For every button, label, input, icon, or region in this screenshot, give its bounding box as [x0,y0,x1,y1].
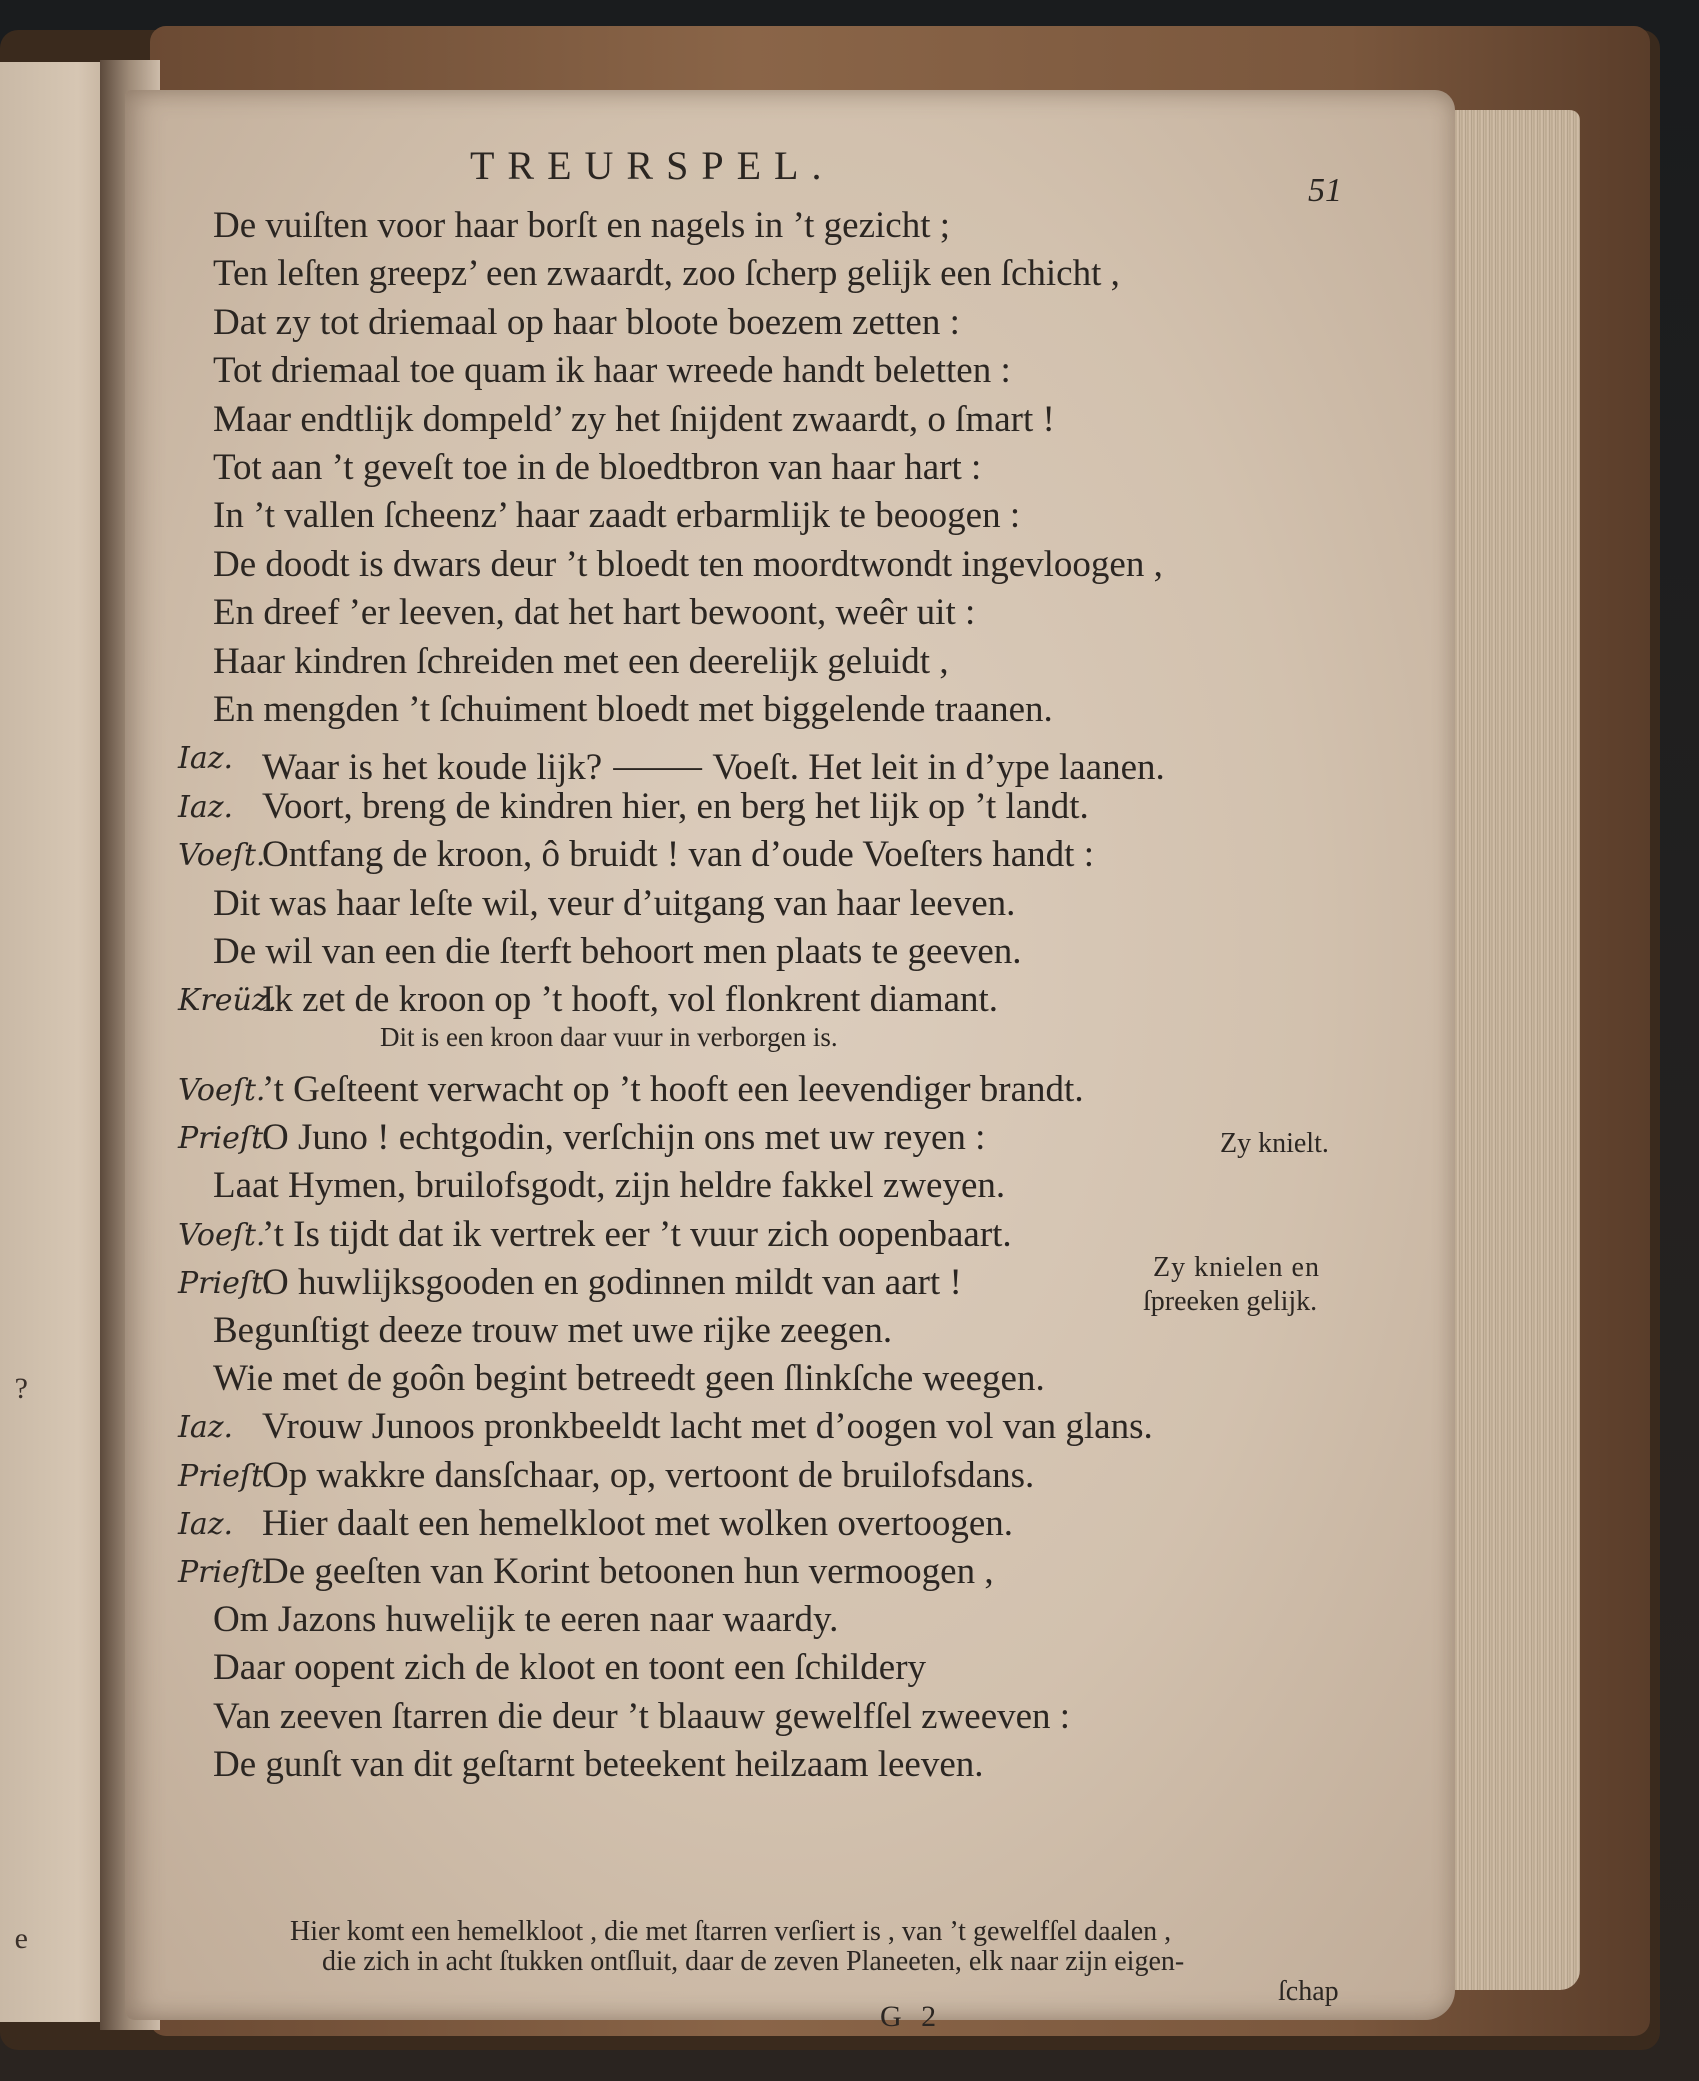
verse-line: Om Jazons huwelijk te eeren naar waardy. [213,1599,839,1641]
verse-line: Haar kindren ſchreiden met een deerelijk geluidt , [213,640,949,682]
verse-line: Dit was haar leſte wil, veur d’uitgang van haar leeven. [213,882,1016,924]
verse-line: Op wakkre dansſchaar, op, vertoont de bruilofsdans. [262,1454,1035,1496]
speaker-label: Iaz. [178,1410,234,1446]
stage-direction-footer: die zich in acht ſtukken ontſluit, daar de zeven Planeeten, elk naar zijn eigen- [322,1946,1185,1977]
speaker-label: Iaz. [178,789,234,825]
verse-line: Hier daalt een hemelkloot met wolken overtoogen. [262,1502,1014,1544]
speaker-label: Voeſt. [178,1217,266,1253]
verse-line: O huwlijksgooden en godinnen mildt van aart ! [262,1261,962,1303]
verse-line: Waar is het koude lijk? ⸻ Voeſt. Het leit in d’ype laanen. [262,747,1165,789]
speaker-label: Iaz. [178,1506,234,1542]
verse-line: De vuiſten voor haar borſt en nagels in ’t gezicht ; [213,205,951,246]
left-page-fragment: ? [14,1372,28,1405]
verse-line: De wil van een die ſterft behoort men plaats te geeven. [213,931,1022,972]
verse-line: Tot driemaal toe quam ik haar wreede handt beletten : [213,350,1011,392]
speaker-label: Voeſt. [178,838,266,874]
margin-note: Zy knielt. [1220,1128,1329,1159]
verse-line: Ten leſten greepz’ een zwaardt, zoo ſcherp gelijk een ſchicht , [213,253,1120,295]
verse-line: Begunſtigt deeze trouw met uwe rijke zeegen. [213,1310,893,1351]
verse-line: O Juno ! echtgodin, verſchijn ons met uw reyen : [262,1117,986,1159]
speaker-label: Prieſt. [178,1121,273,1157]
verse-line: De doodt is dwars deur ’t bloedt ten moordtwondt ingevloogen , [213,543,1163,585]
verse-line: Tot aan ’t geveſt toe in de bloedtbron van haar hart : [213,447,982,488]
verse-line: Voort, breng de kindren hier, en berg het lijk op ’t landt. [262,785,1089,827]
verse-line: Van zeeven ſtarren die deur ’t blaauw gewelfſel zweeven : [213,1695,1071,1737]
speaker-label: Iaz. [178,741,234,777]
verse-line: De gunſt van dit geſtarnt beteekent heilzaam leeven. [213,1743,984,1785]
verse-line: Ontfang de kroon, ô bruidt ! van d’oude Voeſters handt : [262,834,1094,876]
verse-line: Dat zy tot driemaal op haar bloote boezem zetten : [213,301,960,343]
left-page-fragment: e [14,1922,28,1955]
verse-line: Vrouw Junoos pronkbeeldt lacht met d’oogen vol van glans. [262,1406,1153,1448]
page-number: 51 [1308,172,1342,209]
speaker-label: Kreüz. [178,983,278,1019]
speaker-label: Prieſt. [178,1265,273,1301]
verse-line: Laat Hymen, bruilofsgodt, zijn heldre fakkel zweyen. [213,1165,1006,1207]
signature-mark: G 2 [880,2000,943,2033]
verse-line: Maar endtlijk dompeld’ zy het ſnijdent zwaardt, o ſmart ! [213,398,1055,440]
verse-line: De geeſten van Korint betoonen hun vermoogen , [262,1551,994,1592]
speaker-label: Prieſt. [178,1458,273,1494]
stage-direction: Dit is een kroon daar vuur in verborgen is. [380,1022,838,1052]
running-title: TREURSPEL. [470,143,835,188]
margin-note: Zy knielen en [1153,1252,1320,1283]
verse-line: Ik zet de kroon op ’t hooft, vol flonkrent diamant. [262,979,999,1021]
verse-line: En dreef ’er leeven, dat het hart bewoont, weêr uit : [213,592,976,634]
verse-line: ’t Geſteent verwacht op ’t hooft een leevendiger brandt. [262,1069,1084,1110]
verse-line: In ’t vallen ſcheenz’ haar zaadt erbarmlijk te beoogen : [213,495,1021,537]
stage-direction-footer: ſchap [1278,1976,1339,2007]
verse-line: Wie met de goôn begint betreedt geen ſlinkſche weegen. [213,1358,1045,1400]
verse-line: ’t Is tijdt dat ik vertrek eer ’t vuur zich oopenbaart. [262,1213,1012,1255]
margin-note: ſpreeken gelijk. [1143,1286,1318,1317]
stage-direction-footer: Hier komt een hemelkloot , die met ſtarren verſiert is , van ’t gewelfſel daalen , [290,1916,1172,1947]
speaker-label: Prieſt. [178,1555,273,1590]
speaker-label: Voeſt. [178,1073,266,1108]
verse-line: En mengden ’t ſchuiment bloedt met biggelende traanen. [213,689,1053,730]
verse-line: Daar oopent zich de kloot en toont een ſchildery [213,1647,927,1689]
